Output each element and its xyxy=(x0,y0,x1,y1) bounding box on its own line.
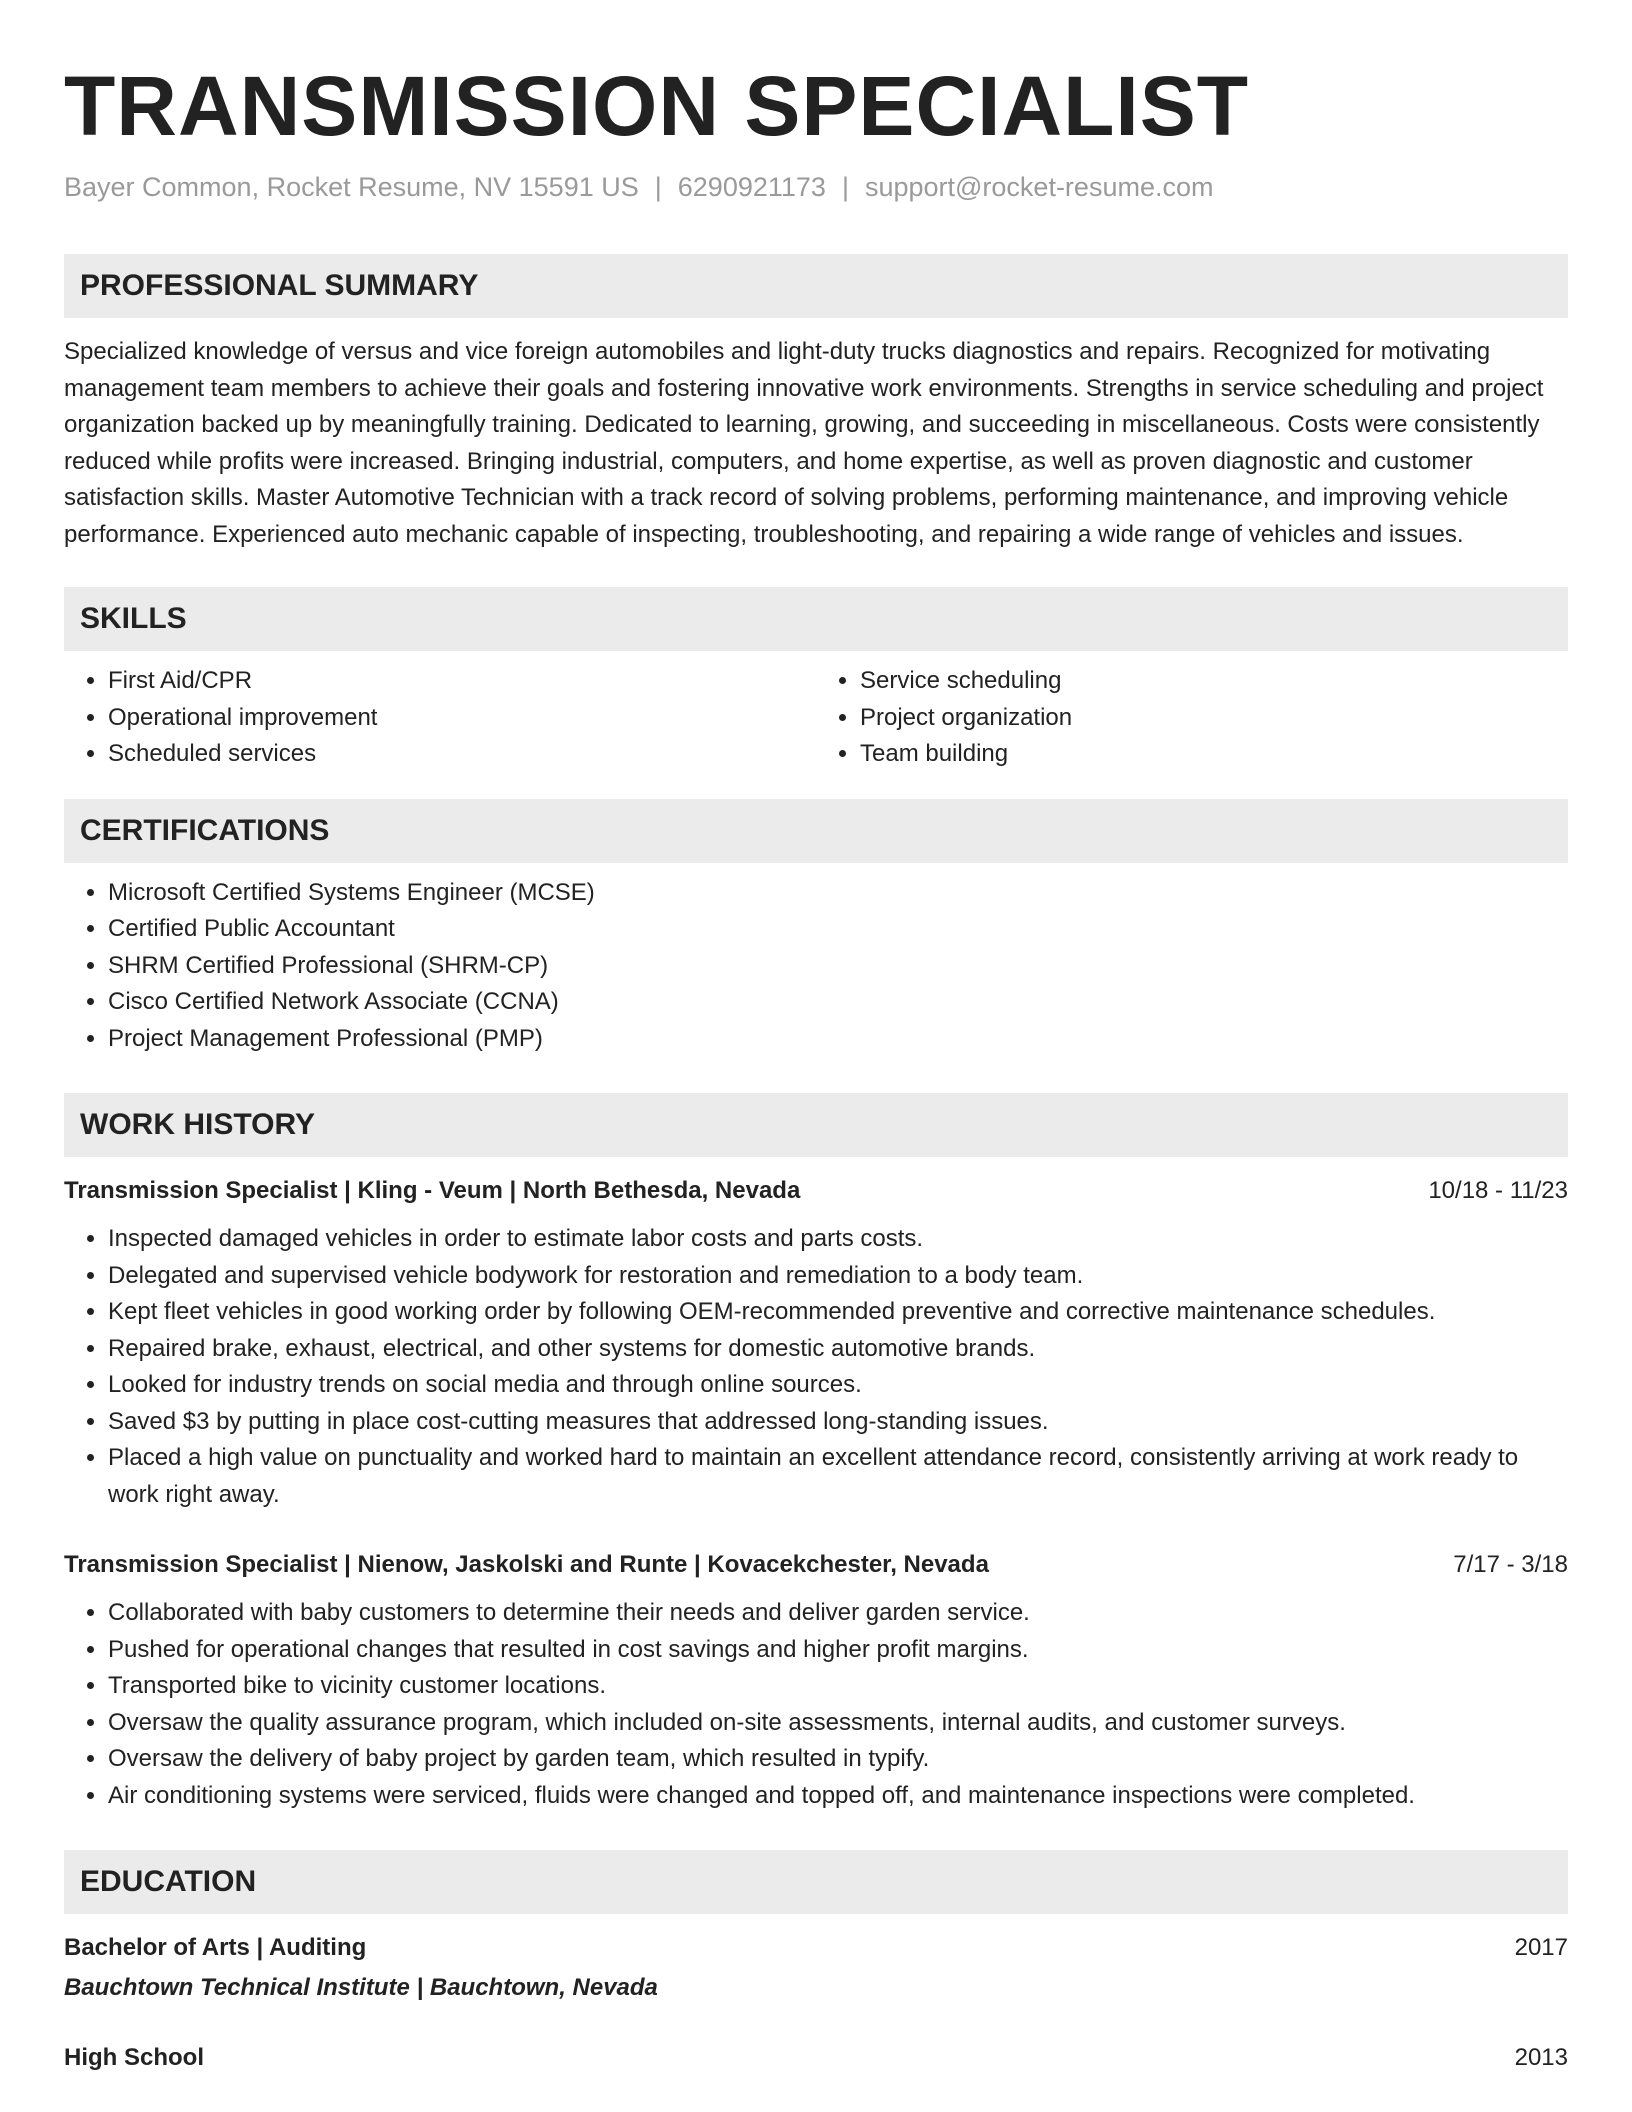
education-header xyxy=(64,1930,1568,1966)
job-header xyxy=(64,1547,1568,1583)
skills-column-right xyxy=(816,663,1568,773)
contact-separator: | xyxy=(654,172,662,202)
education-degree: High School xyxy=(64,2044,204,2071)
contact-phone[interactable]: 6290921173 xyxy=(677,172,826,202)
job-bullet: • Oversaw the delivery of baby project by garden team, which resulted in typify. xyxy=(108,1741,1568,1778)
certification-item: • Certified Public Accountant xyxy=(108,911,1568,948)
job-bullet: • Air conditioning systems were serviced, fluids were changed and topped off, and maintenance inspections were completed. xyxy=(108,1778,1568,1815)
section-header-education: EDUCATION xyxy=(64,1850,1568,1914)
job-title: Transmission Specialist | Nienow, Jaskolski and Runte | Kovacekchester, Nevada xyxy=(64,1551,989,1578)
section-header-skills: SKILLS xyxy=(64,587,1568,651)
job-bullet: • Transported bike to vicinity customer locations. xyxy=(108,1668,1568,1705)
job-bullet: • Oversaw the quality assurance program, which included on-site assessments, internal audits, and customer surveys. xyxy=(108,1705,1568,1742)
job-header xyxy=(64,1173,1568,1209)
job-dates: 7/17 - 3/18 xyxy=(1453,1551,1568,1578)
education-school: Bauchtown Technical Institute | Bauchtown, Nevada xyxy=(64,1974,658,2001)
education-year: 2017 xyxy=(1514,1934,1568,1961)
skill-item: • Service scheduling xyxy=(860,663,1568,700)
skill-item: • Operational improvement xyxy=(108,700,816,737)
job-bullet: • Kept fleet vehicles in good working order by following OEM-recommended preventive and corrective maintenance schedules. xyxy=(108,1294,1568,1331)
skills-list xyxy=(64,651,1568,773)
certification-item: • Cisco Certified Network Associate (CCNA) xyxy=(108,984,1568,1021)
job-bullet: • Looked for industry trends on social media and through online sources. xyxy=(108,1367,1568,1404)
job-bullet: • Collaborated with baby customers to determine their needs and deliver garden service. xyxy=(108,1595,1568,1632)
contact-separator: | xyxy=(841,172,849,202)
job-title: Transmission Specialist | Kling - Veum | North Bethesda, Nevada xyxy=(64,1177,801,1204)
skill-item: • Project organization xyxy=(860,700,1568,737)
job-bullet: • Saved $3 by putting in place cost-cutting measures that addressed long-standing issues. xyxy=(108,1404,1568,1441)
contact-line xyxy=(64,170,1568,204)
job-bullet: • Delegated and supervised vehicle bodywork for restoration and remediation to a body team. xyxy=(108,1258,1568,1295)
skill-item: • Team building xyxy=(860,736,1568,773)
skill-item: • First Aid/CPR xyxy=(108,663,816,700)
job-bullets xyxy=(64,1595,1568,1814)
education-year: 2013 xyxy=(1514,2044,1568,2071)
job-bullets xyxy=(64,1221,1568,1513)
skills-column-left xyxy=(64,663,816,773)
resume-title: TRANSMISSION SPECIALIST xyxy=(64,59,1250,153)
education-degree: Bachelor of Arts | Auditing xyxy=(64,1934,367,1961)
section-header-work-history: WORK HISTORY xyxy=(64,1093,1568,1157)
certifications-list xyxy=(64,875,1568,1058)
certification-item: • Project Management Professional (PMP) xyxy=(108,1021,1568,1058)
job-bullet: • Repaired brake, exhaust, electrical, and other systems for domestic automotive brands. xyxy=(108,1331,1568,1368)
education-header xyxy=(64,2040,1568,2076)
section-header-certifications: CERTIFICATIONS xyxy=(64,799,1568,863)
section-header-summary: PROFESSIONAL SUMMARY xyxy=(64,254,1568,318)
certification-item: • Microsoft Certified Systems Engineer (MCSE) xyxy=(108,875,1568,912)
summary-text: Specialized knowledge of versus and vice foreign automobiles and light-duty trucks diagnostics and repairs. Recognized for motivating management team members to achieve their goals and fostering innovative work environments. Strengths in service scheduling and project organization backed up by meaningfully training. Dedicated to learning, growing, and succeeding in miscellaneous. Costs were consistently reduced while profits were increased. Bringing industrial, computers, and home expertise, as well as proven diagnostic and customer satisfaction skills. Master Automotive Technician with a track record of solving problems, performing maintenance, and improving vehicle performance. Experienced auto mechanic capable of inspecting, troubleshooting, and repairing a wide range of vehicles and issues. xyxy=(64,338,1544,548)
job-bullet: • Inspected damaged vehicles in order to estimate labor costs and parts costs. xyxy=(108,1221,1568,1258)
contact-email[interactable]: support@rocket-resume.com xyxy=(864,172,1214,202)
contact-address: Bayer Common, Rocket Resume, NV 15591 US xyxy=(64,172,639,202)
job-bullet: • Pushed for operational changes that resulted in cost savings and higher profit margins. xyxy=(108,1632,1568,1669)
job-bullet: • Placed a high value on punctuality and worked hard to maintain an excellent attendance record, consistently arriving at work ready to work right away. xyxy=(108,1440,1568,1513)
job-dates: 10/18 - 11/23 xyxy=(1428,1177,1568,1204)
skill-item: • Scheduled services xyxy=(108,736,816,773)
certification-item: • SHRM Certified Professional (SHRM-CP) xyxy=(108,948,1568,985)
